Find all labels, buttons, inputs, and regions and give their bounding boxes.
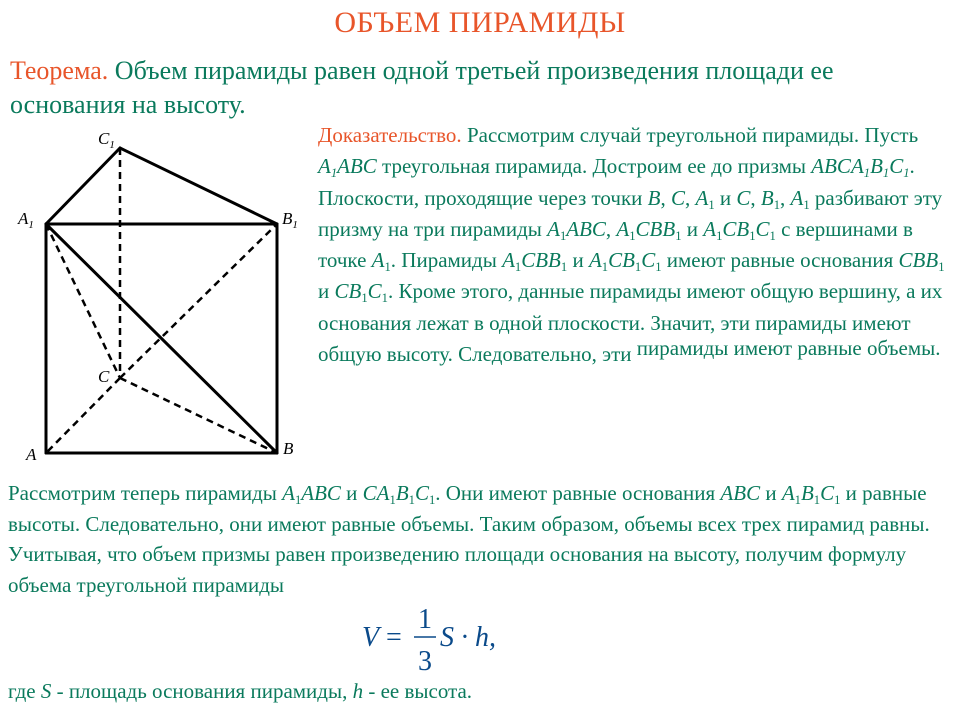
formula-numerator: 1 — [418, 604, 432, 635]
proof-text: с вершинами в точке — [318, 216, 913, 273]
proof-block: Доказательство. Рассмотрим случай треугольной пирамиды. Пусть $A_1ABC$ треугольная пирамида. Достроим ее до призмы $ABCA_1B_1C_1$. Плоскости, проходящие через точки B, C, $A_1$ и C, $B_1$, $A_1$ разбивают эту призму на три пирамиды $A_1ABC$, $A_1CBB_1$ и $A_1CB_1C_1$ с вершинами в точке $A_1$. Пирамиды $A_1CBB_1$ и $A_1CB_1C_1$ имеют равные основания $CBB_1$ и $CB_1C_1$. Кроме этого, данные пирамиды имеют общую вершину, а их основания лежат в одной плоскости. Значит, эти пирамиды имеют общую высоту. Следовательно, эти пирамиды имеют равные объемы. — [318, 123, 945, 367]
prism-figure — [0, 120, 320, 475]
label-b1: $B_1$ — [282, 209, 298, 231]
proof-text: . Плоскости, проходящие через точки — [318, 154, 915, 210]
paragraph-2: Рассмотрим теперь пирамиды $A_1ABC$ и $CA_1B_1C_1$. Они имеют равные основания ABC и $A_1B_1C_1$ и равные высоты. Следовательно, они имеют равные объемы. Таким образом, объемы всех трех пирамид равны. Учитывая, что объем призмы равен произведению площади основания на высоту, получим формулу объема треугольной пирамиды — [8, 481, 930, 597]
formula-rhs: S · h, — [440, 622, 496, 653]
proof-text: . Пирамиды — [390, 248, 497, 273]
label-c1: $C_1$ — [98, 129, 115, 151]
conclusion-text: - ее высота. — [368, 679, 473, 703]
formula-denominator: 3 — [418, 646, 432, 677]
conclusion-text: где — [8, 679, 36, 703]
label-b: B — [283, 439, 294, 458]
proof-text: треугольная пирамида. Достроим ее до призмы — [382, 154, 807, 179]
paragraph-text: . Они имеют равные основания — [435, 481, 716, 505]
proof-text: разбивают эту призму на три пирамиды — [318, 185, 943, 241]
label-a1: $A_1$ — [18, 209, 34, 231]
label-a: A — [26, 445, 37, 464]
paragraph-text: и равные высоты. Следовательно, они имеют равные объемы. Таким образом, объемы всех трех пирамид равны. Учитывая, что объем призмы равен произведению площади основания на высоту, получим формулу объема треугольной пирамиды — [8, 481, 930, 597]
conclusion-text: - площадь основания пирамиды, — [56, 679, 348, 703]
volume-formula — [360, 600, 530, 680]
proof-text: Рассмотрим случай треугольной пирамиды. Пусть — [466, 123, 919, 147]
var-h: h — [352, 679, 364, 703]
edge-c1-a1 — [46, 148, 120, 224]
theorem-statement — [10, 54, 955, 122]
math-term: $A_1ABC$ — [318, 154, 377, 181]
formula-equals: = — [386, 622, 402, 653]
var-s: S — [40, 679, 52, 703]
diagonal-c-b1 — [120, 224, 277, 378]
conclusion-line — [8, 676, 953, 706]
edge-c-b — [120, 378, 277, 453]
edge-c-a — [46, 378, 120, 453]
proof-text: имеют равные основания — [666, 248, 894, 273]
paragraph-text: Рассмотрим теперь пирамиды — [8, 481, 277, 505]
label-c: C — [98, 367, 110, 386]
edge-a1-c — [46, 224, 120, 378]
proof-text-overlapped: пирамиды имеют равные объемы. — [636, 336, 941, 361]
math-term: $ABCA_1B_1C_1$ — [811, 154, 910, 181]
theorem-label: Теорема. — [10, 56, 109, 85]
page-title: ОБЪЕМ ПИРАМИДЫ — [334, 6, 626, 39]
edge-c1-b1 — [120, 148, 277, 224]
formula-lhs: V — [362, 622, 380, 653]
theorem-text: Объем пирамиды равен одной третьей произведения площади ее основания на высоту. — [10, 56, 834, 119]
proof-label: Доказательство. — [318, 123, 462, 147]
proof-text: . Кроме этого, данные пирамиды имеют общую вершину, а их основания лежат в одной плоскости. Значит, эти пирамиды имеют общую высоту. Следовательно, эти — [318, 279, 943, 367]
